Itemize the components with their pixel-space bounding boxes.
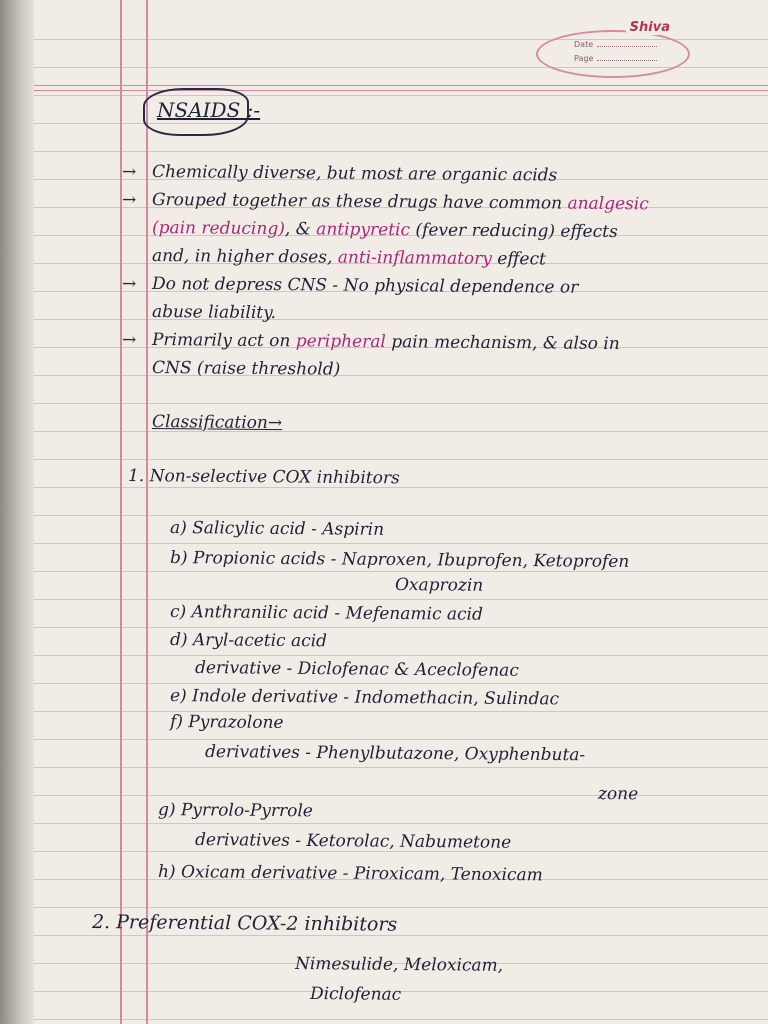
bullet-arrow: → (121, 274, 137, 295)
date-field-label: Date (574, 40, 657, 49)
margin-line-right (146, 0, 148, 1024)
page-title: NSAIDS :- (157, 98, 261, 122)
class-pyrrolo: g) Pyrrolo-Pyrrole (157, 800, 313, 822)
class-anthranilic: c) Anthranilic acid - Mefenamic acid (169, 602, 483, 625)
point-abuse: abuse liability. (151, 302, 277, 324)
point-grouped-line2 (152, 218, 618, 242)
term-anti-inflammatory: anti-inflammatory (337, 247, 493, 269)
term-peripheral: peripheral (295, 331, 386, 353)
group-preferential: 2. Preferential COX-2 inhibitors (91, 911, 398, 936)
point-grouped-text: Grouped together as these drugs have common (151, 190, 568, 214)
point-pain-mechanism: pain mechanism, & also in (385, 332, 620, 355)
date-page-stamp (536, 20, 690, 78)
class-arylacetic: d) Aryl-acetic acid (169, 630, 328, 652)
group-preferential-items2: Diclofenac (309, 984, 402, 1005)
class-salicylic: a) Salicylic acid - Aspirin (169, 518, 385, 540)
bullet-arrow: → (121, 330, 137, 351)
class-pyrrolo-cont: derivatives - Ketorolac, Nabumetone (194, 830, 512, 853)
point-act-on: Primarily act on (151, 330, 296, 352)
point-cns: Do not depress CNS - No physical dependence or (151, 274, 579, 298)
class-pyrazolone: f) Pyrazolone (169, 712, 284, 733)
term-analgesic: analgesic (567, 193, 649, 215)
point-grouped (152, 190, 649, 214)
class-oxicam: h) Oxicam derivative - Piroxicam, Tenoxicam (157, 862, 543, 886)
point-grouped-conj: , & (284, 219, 317, 240)
point-peripheral (152, 330, 620, 354)
point-effect: effect (491, 248, 546, 270)
classification-heading: Classification→ (151, 412, 283, 434)
page-field-label: Page (574, 54, 657, 63)
point-grouped-line3 (152, 246, 546, 269)
term-antipyretic: antipyretic (316, 219, 411, 241)
group-preferential-items: Nimesulide, Meloxicam, (294, 954, 504, 976)
class-arylacetic-cont: derivative - Diclofenac & Aceclofenac (194, 658, 519, 681)
class-pyrazolone-cont: derivatives - Phenylbutazone, Oxyphenbuta- (204, 742, 586, 766)
term-pain-reducing: (pain reducing) (151, 218, 285, 240)
margin-line-left (120, 0, 122, 1024)
title-box (143, 88, 261, 136)
header-rule-1 (34, 85, 768, 86)
point-higher-doses: and, in higher doses, (151, 246, 338, 268)
class-propionic-cont: Oxaprozin (394, 575, 484, 596)
point-diverse: Chemically diverse, but most are organic acids (151, 162, 558, 186)
bullet-arrow: → (121, 162, 137, 183)
point-grouped-effects: (fever reducing) effects (409, 220, 618, 243)
bullet-arrow: → (121, 190, 137, 211)
class-indole: e) Indole derivative - Indomethacin, Sulindac (169, 686, 560, 710)
header-rule-2 (34, 90, 768, 91)
class-propionic: b) Propionic acids - Naproxen, Ibuprofen, Ketoprofen (169, 548, 630, 573)
notebook-binding (0, 0, 34, 1024)
group-nonselective: 1. Non-selective COX inhibitors (127, 466, 400, 489)
brand-logo: Shiva (626, 20, 674, 35)
point-threshold: CNS (raise threshold) (151, 358, 341, 380)
class-pyrazolone-cont2: zone (597, 784, 639, 805)
